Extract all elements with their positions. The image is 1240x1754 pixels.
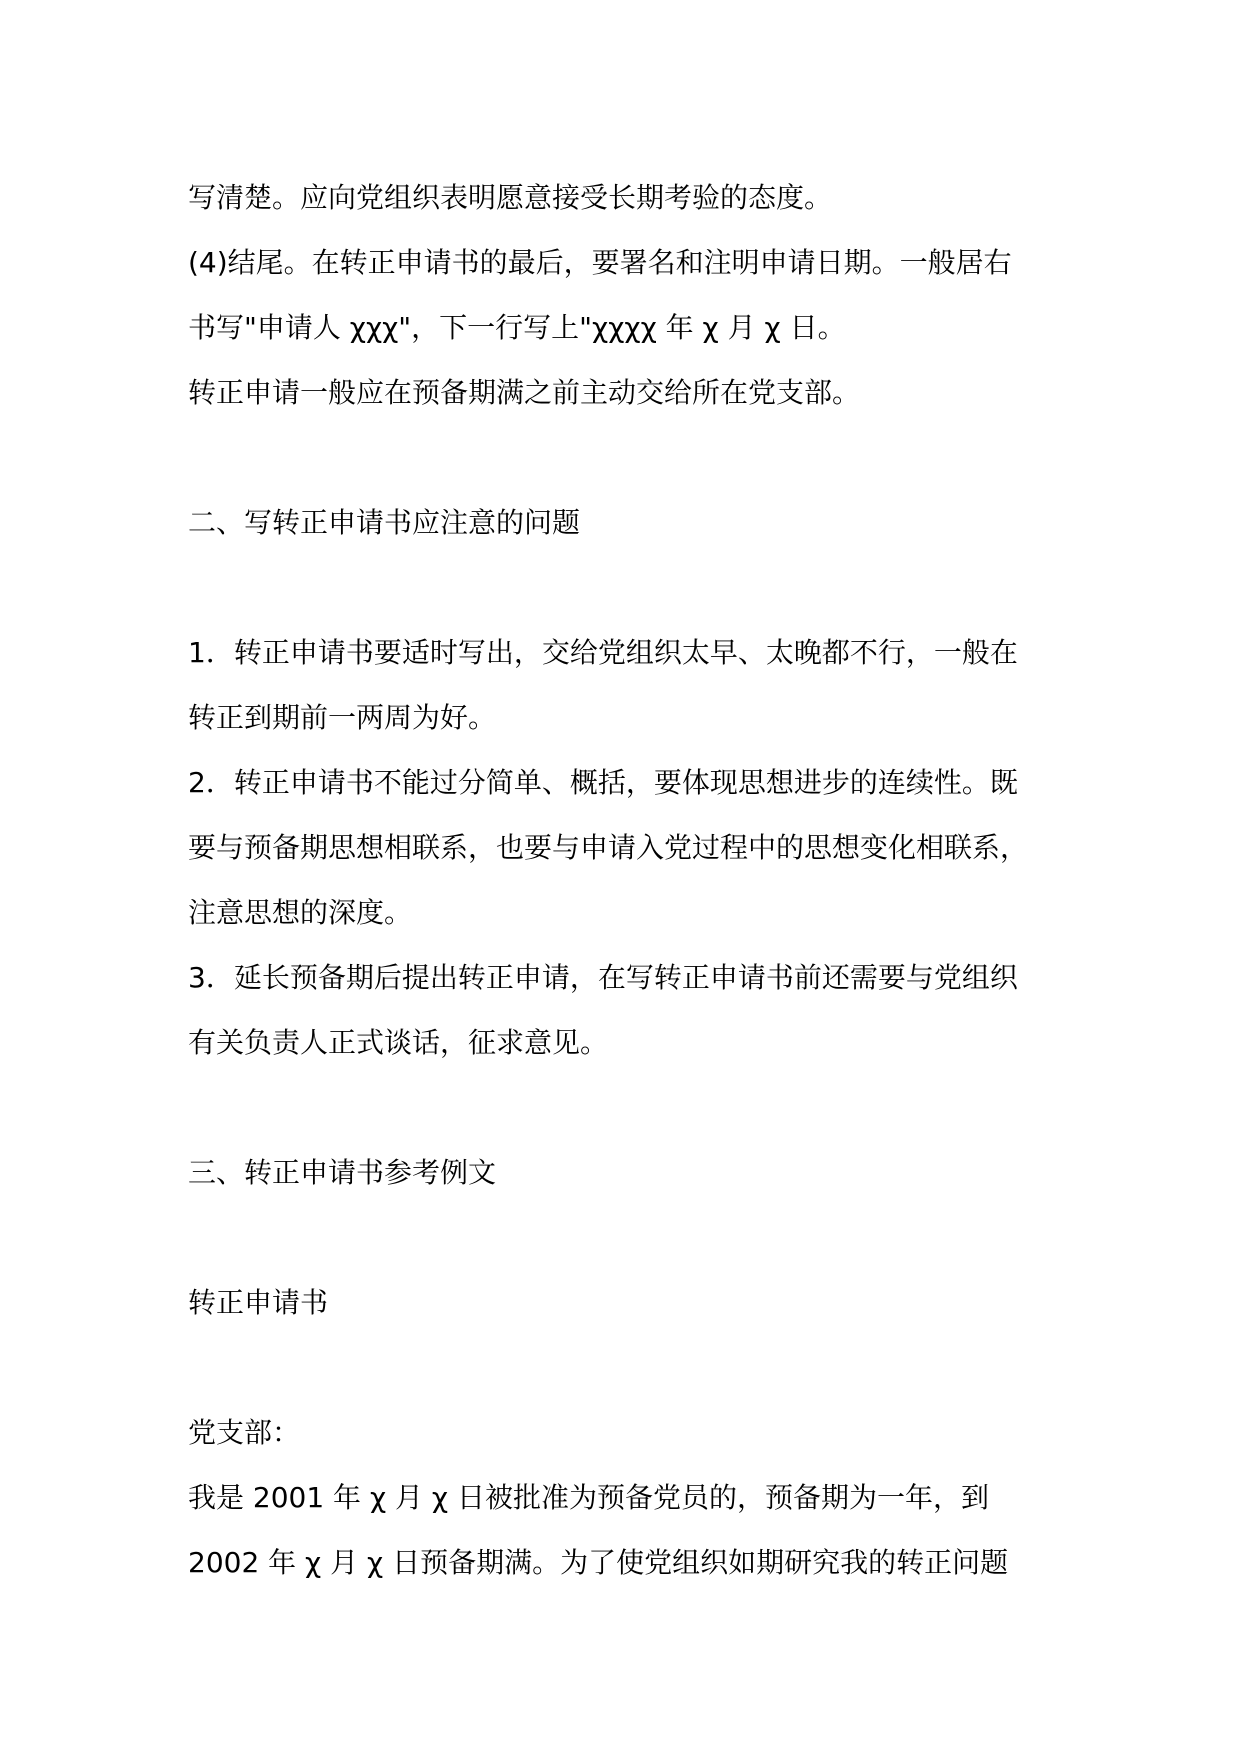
text-line: 写清楚。应向党组织表明愿意接受长期考验的态度。	[188, 181, 833, 214]
section-heading: 二、写转正申请书应注意的问题	[188, 506, 581, 539]
text-line: 2002 年 χ 月 χ 日预备期满。为了使党组织如期研究我的转正问题	[188, 1546, 1009, 1579]
letter-title: 转正申请书	[188, 1286, 329, 1319]
text-line: 我是 2001 年 χ 月 χ 日被批准为预备党员的，预备期为一年，到	[188, 1481, 990, 1514]
section-heading: 三、转正申请书参考例文	[188, 1156, 497, 1189]
text-line: (4)结尾。在转正申请书的最后，要署名和注明申请日期。一般居右	[188, 246, 1012, 279]
text-line: 转正申请一般应在预备期满之前主动交给所在党支部。	[188, 376, 861, 409]
text-line: 要与预备期思想相联系，也要与申请入党过程中的思想变化相联系，	[188, 831, 1029, 864]
text-line: 注意思想的深度。	[188, 896, 413, 929]
text-line: 转正到期前一两周为好。	[188, 701, 497, 734]
letter-salutation: 党支部：	[188, 1416, 301, 1449]
text-line: 2．转正申请书不能过分简单、概括，要体现思想进步的连续性。既	[188, 766, 1018, 799]
text-line: 书写"申请人 χχχ"，下一行写上"χχχχ 年 χ 月 χ 日。	[188, 311, 846, 344]
text-line: 有关负责人正式谈话，征求意见。	[188, 1026, 609, 1059]
text-line: 3．延长预备期后提出转正申请，在写转正申请书前还需要与党组织	[188, 961, 1018, 994]
text-line: 1．转正申请书要适时写出，交给党组织太早、太晚都不行，一般在	[188, 636, 1018, 669]
